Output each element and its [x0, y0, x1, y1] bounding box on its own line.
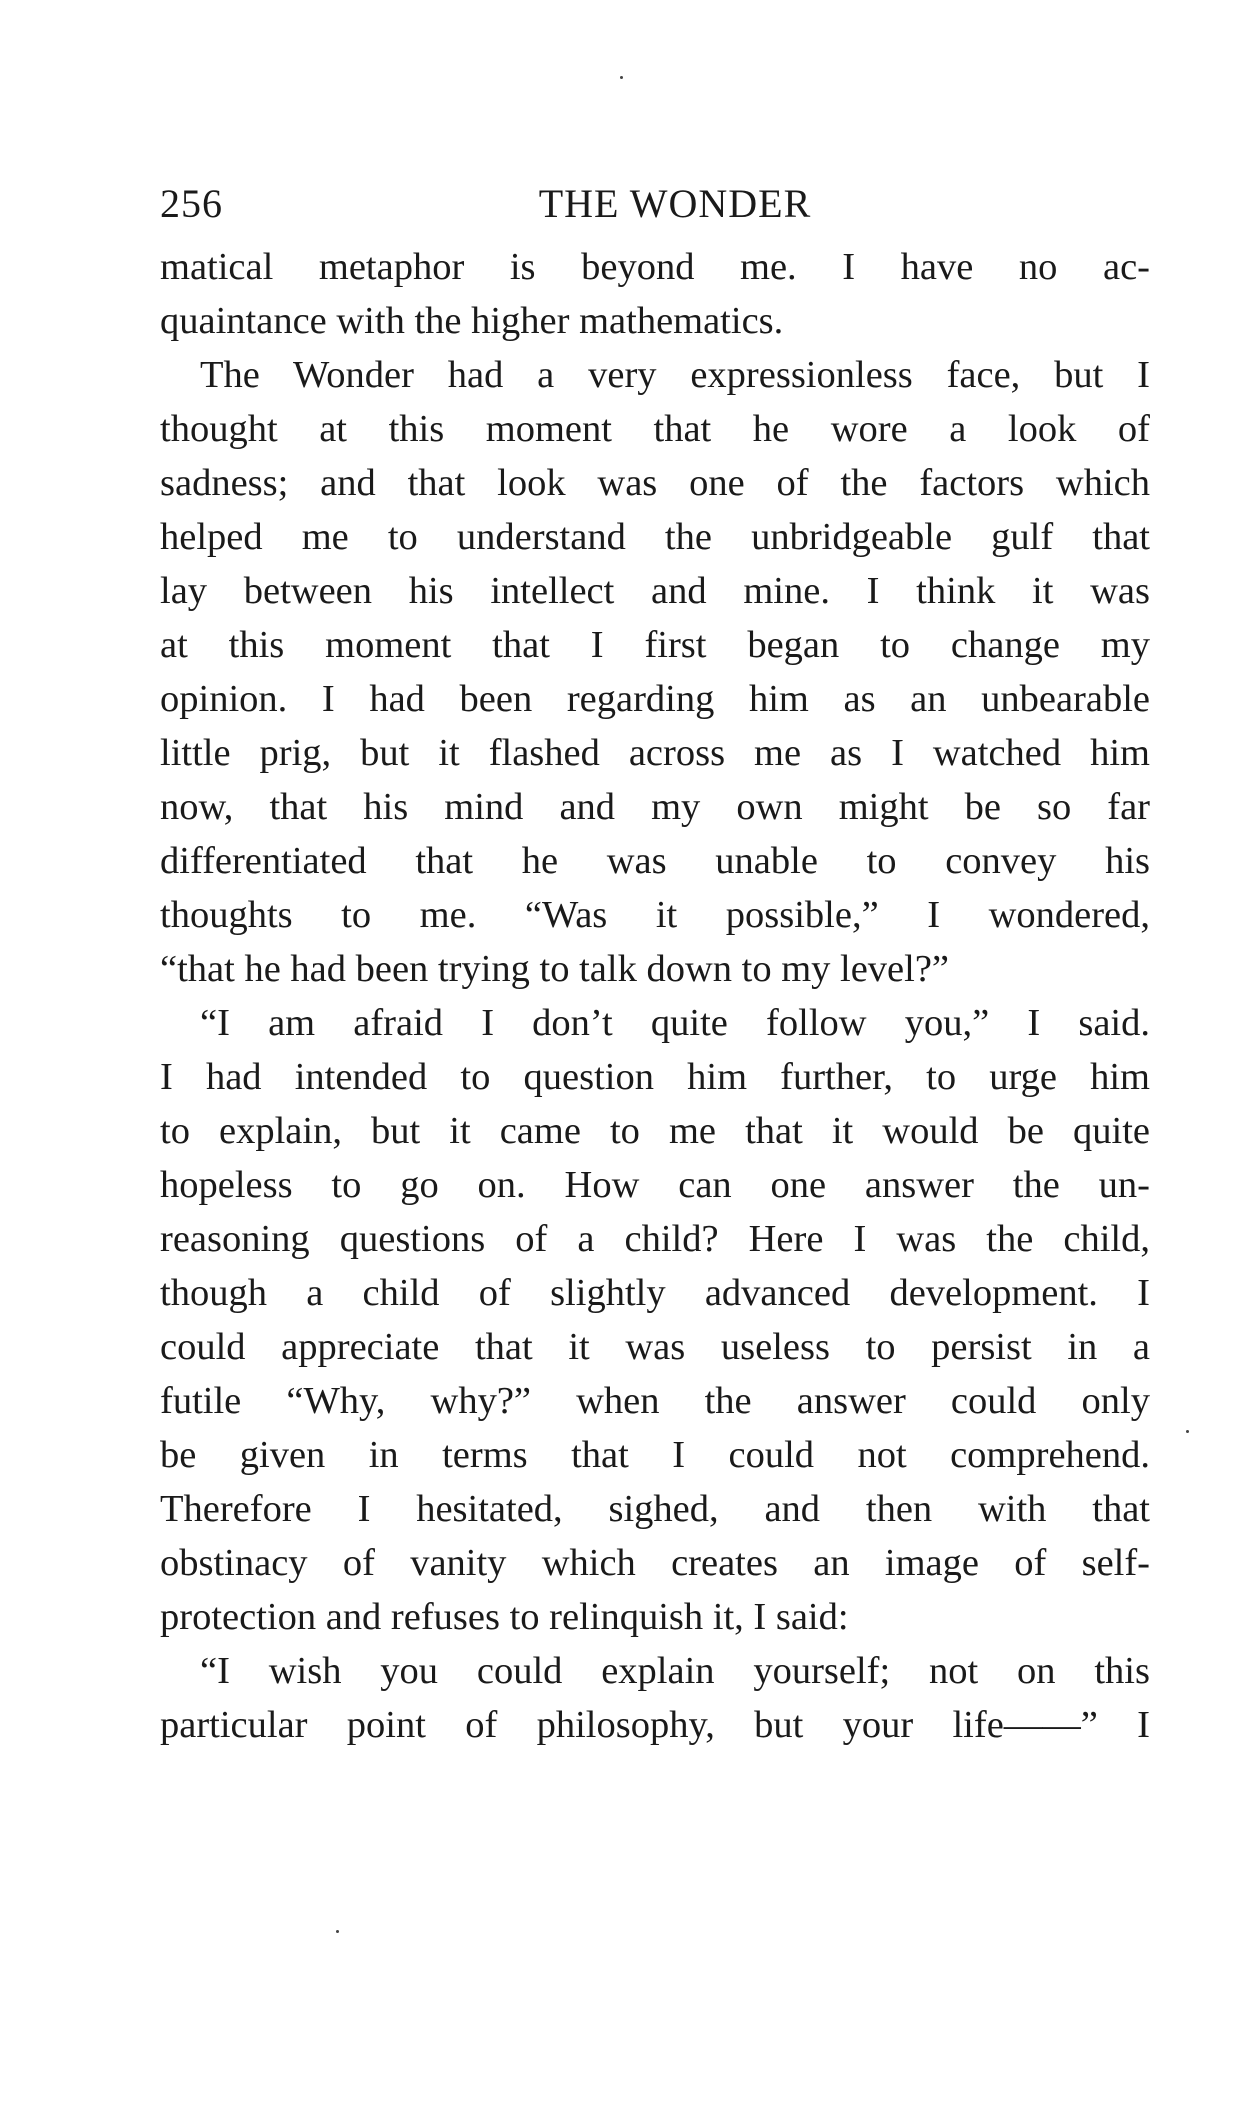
running-title: THE WONDER — [538, 181, 812, 226]
text-line: futile “Why, why?” when the answer could only — [160, 1380, 1150, 1422]
text-line: sadness; and that look was one of the factors which — [160, 462, 1150, 504]
text-line: helped me to understand the unbridgeable gulf that — [160, 516, 1150, 558]
text-line: little prig, but it flashed across me as I watched him — [160, 732, 1150, 774]
text-line: particular point of philosophy, but your life——” I — [160, 1704, 1150, 1746]
text-line: “that he had been trying to talk down to my level?” — [160, 948, 950, 990]
text-line: reasoning questions of a child? Here I was the child, — [160, 1218, 1150, 1260]
text-line: “I am afraid I don’t quite follow you,” I said. — [200, 1002, 1150, 1044]
text-line: lay between his intellect and mine. I think it was — [160, 570, 1150, 612]
scan-speck — [620, 76, 623, 79]
text-line: opinion. I had been regarding him as an unbearable — [160, 678, 1150, 720]
text-line: now, that his mind and my own might be so far — [160, 786, 1150, 828]
text-line: differentiated that he was unable to convey his — [160, 840, 1150, 882]
text-line: at this moment that I first began to change my — [160, 624, 1150, 666]
scan-speck — [336, 1930, 339, 1933]
text-line: “I wish you could explain yourself; not on this — [200, 1650, 1150, 1692]
book-page — [160, 170, 1150, 1752]
text-line: The Wonder had a very expressionless face, but I — [200, 354, 1150, 396]
text-line: thought at this moment that he wore a look of — [160, 408, 1150, 450]
text-line: protection and refuses to relinquish it, I said: — [160, 1596, 849, 1638]
text-line: be given in terms that I could not comprehend. — [160, 1434, 1150, 1476]
text-line: though a child of slightly advanced development. I — [160, 1272, 1150, 1314]
text-line: quaintance with the higher mathematics. — [160, 300, 784, 342]
text-line: matical metaphor is beyond me. I have no ac- — [160, 246, 1150, 288]
text-line: Therefore I hesitated, sighed, and then with that — [160, 1488, 1150, 1530]
text-line: obstinacy of vanity which creates an image of self- — [160, 1542, 1150, 1584]
text-line: thoughts to me. “Was it possible,” I wondered, — [160, 894, 1150, 936]
running-head — [160, 170, 1150, 240]
text-line: I had intended to question him further, to urge him — [160, 1056, 1150, 1098]
text-line: hopeless to go on. How can one answer the un- — [160, 1164, 1150, 1206]
scan-speck — [1186, 1430, 1189, 1433]
text-line: could appreciate that it was useless to persist in a — [160, 1326, 1150, 1368]
text-line: to explain, but it came to me that it would be quite — [160, 1110, 1150, 1152]
page-number: 256 — [160, 181, 223, 226]
body-text — [160, 240, 1150, 1752]
